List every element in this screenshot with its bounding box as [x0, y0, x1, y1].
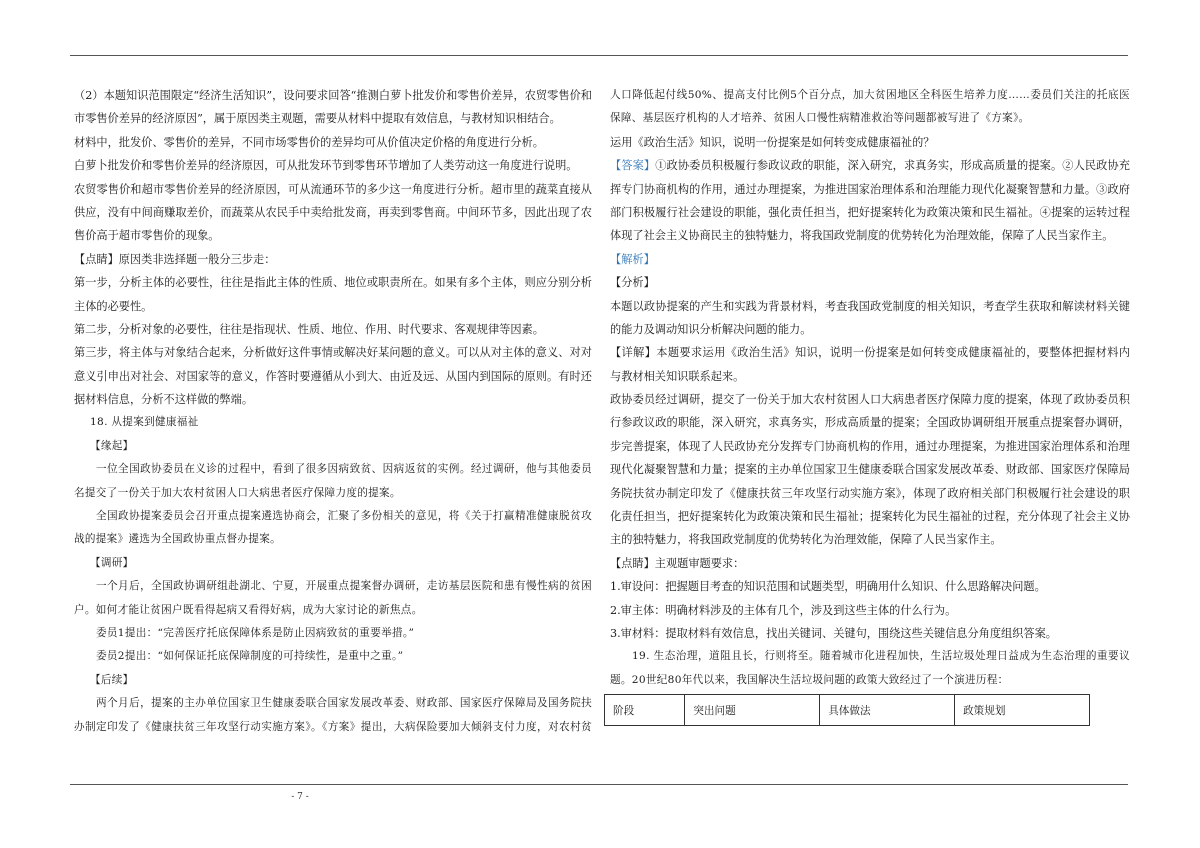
text-line: 2.审主体：明确材料涉及的主体有几个，涉及到这些主体的什么行为。 [610, 603, 957, 617]
left-column [74, 84, 592, 739]
text-line: 白萝卜批发价和零售价差异的经济原因，可从批发环节到零售环节增加了人类劳动这一角度进行说明。 [74, 159, 578, 173]
text-line: 【分析】 [610, 276, 655, 290]
text-line: 【答案】①政协委员积极履行参政议政的职能，深入研究，求真务实，形成高质量的提案。②人民政协充 [610, 159, 1130, 173]
text-line: 本题以政协提案的产生和实践为背景材料，考查我国政党制度的相关知识，考查学生获取和解读材料关键 [610, 299, 1130, 313]
text-line: 战的提案》遴选为全国政协重点督办提案。 [74, 533, 281, 546]
text-line: 部门积极履行社会建设的职能，强化责任担当，把好提案转化为政策决策和民生福祉。④提案的运转过程 [610, 205, 1130, 219]
text-line: 运用《政治生活》知识，说明一份提案是如何转变成健康福祉的？ [610, 135, 935, 149]
text-line: 全国政协提案委员会召开重点提案遴选协商会，汇聚了多份相关的意见，将《关于打赢精准健康脱贫攻 [96, 510, 592, 523]
text-line: 两个月后，提案的主办单位国家卫生健康委联合国家发展改革委、财政部、国家医疗保障局及国务院扶 [96, 697, 592, 710]
text-line: 供应，没有中间商赚取差价，而蔬菜从农民手中卖给批发商，再卖到零售商。中间环节多，因此出现了农 [74, 205, 592, 219]
text-line: 委员2提出：“如何保证托底保障制度的可持续性，是重中之重。” [96, 650, 404, 663]
text-line: 【点睛】原因类非选择题一般分三步走： [74, 252, 276, 266]
footer-rule [70, 784, 1128, 785]
text-line: 据材料信息，分析不这样做的弊端。 [74, 393, 254, 407]
header-rule [70, 55, 1128, 56]
text-line: 保障、基层医疗机构的人才培养、贫困人口慢性病精准救治等问题都被写进了《方案》。 [610, 112, 1030, 125]
text-line: 委员1提出：“完善医疗托底保障体系是防止因病致贫的重要举措。” [96, 626, 415, 639]
text-line: 第三步，将主体与对象结合起来，分析做好这件事情或解决好某问题的意义。可以从对主体的意义、对对 [74, 346, 592, 360]
text-line: 【调研】 [90, 556, 134, 569]
text-line: 与教材相关知识联系起来。 [610, 369, 745, 383]
text-line: 【缘起】 [90, 439, 134, 452]
text-line: 【点睛】主观题审题要求： [610, 556, 745, 570]
text-line: 行参政议政的职能，深入研究，求真务实，形成高质量的提案；全国政协调研组开展重点提案督办调研， [610, 416, 1130, 430]
text-line: 材料中，批发价、零售价的差异，不同市场零售价的差异均可从价值决定价格的角度进行分析。 [74, 135, 544, 149]
text-line: 【详解】本题要求运用《政治生活》知识，说明一份提案是如何转变成健康福祉的，要整体把握材料内 [610, 346, 1130, 360]
page-number: - 7 - [291, 792, 309, 802]
text-line: 步完善提案，体现了人民政协充分发挥专门协商机构的作用，通过办理提案，为推进国家治理体系和治理 [610, 439, 1130, 453]
text-line: 政协委员经过调研，提交了一份关于加大农村贫困人口大病患者医疗保障力度的提案，体现了政协委员积 [610, 393, 1130, 407]
text-line: 挥专门协商机构的作用，通过办理提案，为推进国家治理体系和治理能力现代化凝聚智慧和力量。③政府 [610, 182, 1130, 196]
answer-label: 【答案】 [610, 159, 656, 173]
text-line: （2）本题知识范围限定“经济生活知识”，设问要求回答“推测白萝卜批发价和零售价差异，农贸零售价和 [74, 89, 592, 102]
text-line: 【解析】 [610, 252, 655, 266]
text-line: 第二步，分析对象的必要性，往往是指现状、性质、地位、作用、时代要求、客观规律等因素。 [74, 322, 544, 336]
text-line: 户。如何才能让贫困户既看得起病又看得好病，成为大家讨论的新焦点。 [74, 603, 423, 616]
text-line: 题。20世纪80年代以来，我国解决生活垃圾问题的政策大致经过了一个演进历程： [610, 673, 1009, 686]
text-line: 第一步，分析主体的必要性，往往是指此主体的性质、地位或职责所在。如果有多个主体，则应分别分析 [74, 276, 592, 290]
text-line: 主体的必要性。 [74, 299, 153, 313]
table-header-cell: 突出问题 [685, 695, 820, 726]
text-line: 【后续】 [90, 673, 134, 686]
text-line: 一位全国政协委员在义诊的过程中，看到了很多因病致贫、因病返贫的实例。经过调研，他与其他委员 [96, 463, 592, 476]
text-line: 名提交了一份关于加大农村贫困人口大病患者医疗保障力度的提案。 [74, 486, 401, 499]
text-line: 意义引申出对社会、对国家等的意义，作答时要遵循从小到大、由近及远、从国内到国际的原则。有时还 [74, 369, 592, 383]
text-line: 务院扶贫办制定印发了《健康扶贫三年攻坚行动实施方案》，体现了政府相关部门积极履行社会建设的职 [610, 486, 1130, 500]
text-line: 体现了社会主义协商民主的独特魅力，将我国政党制度的优势转化为治理效能，保障了人民当家作主。 [610, 229, 1114, 243]
text-line: 19. 生态治理，道阻且长，行则将至。随着城市化进程加快，生活垃圾处理日益成为生态治理的重要议 [632, 650, 1130, 663]
table-header-cell: 政策规划 [955, 695, 1090, 726]
table-header-cell: 具体做法 [820, 695, 955, 726]
text-line: 农贸零售价和超市零售价差异的经济原因，可从流通环节的多少这一角度进行分析。超市里的蔬菜直接从 [74, 182, 592, 196]
table-header-cell: 阶段 [605, 695, 685, 726]
text-line: 主的独特魅力，将我国政党制度的优势转化为治理效能，保障了人民当家作主。 [610, 533, 1002, 547]
text-line: 办制定印发了《健康扶贫三年攻坚行动实施方案》。《方案》提出，大病保险要加大倾斜支付力度，对农村贫 [74, 720, 592, 733]
text-line: 1.审设问：把握题目考查的知识范围和试题类型，明确用什么知识、什么思路解决问题。 [610, 580, 1046, 594]
policy-table [604, 694, 1090, 726]
text-line: 市零售价差异的经济原因”，属于原因类主观题，需要从材料中提取有效信息，与教材知识相结合。 [74, 112, 561, 126]
text-line: 18. 从提案到健康福祉 [90, 416, 199, 429]
text-line: 一个月后，全国政协调研组赴湖北、宁夏，开展重点提案督办调研，走访基层医院和患有慢性病的贫困 [96, 580, 592, 593]
text-line: 售价高于超市零售价的现象。 [74, 229, 220, 243]
text-line: 化责任担当，把好提案转化为政策决策和民生福祉；提案转化为民生福祉的过程，充分体现了社会主义协 [610, 510, 1130, 524]
text-line: 现代化凝聚智慧和力量；提案的主办单位国家卫生健康委联合国家发展改革委、财政部、国家医疗保障局 [610, 463, 1130, 477]
text-line: 3.审材料：提取材料有效信息，找出关键词、关键句，围绕这些关键信息分角度组织答案。 [610, 626, 1057, 640]
text-line: 的能力及调动知识分析解决问题的能力。 [610, 322, 812, 336]
right-column [610, 84, 1130, 726]
text-line: 人口降低起付线50%、提高支付比例5个百分点，加大贫困地区全科医生培养力度……委员们关注的托底医 [610, 89, 1130, 101]
